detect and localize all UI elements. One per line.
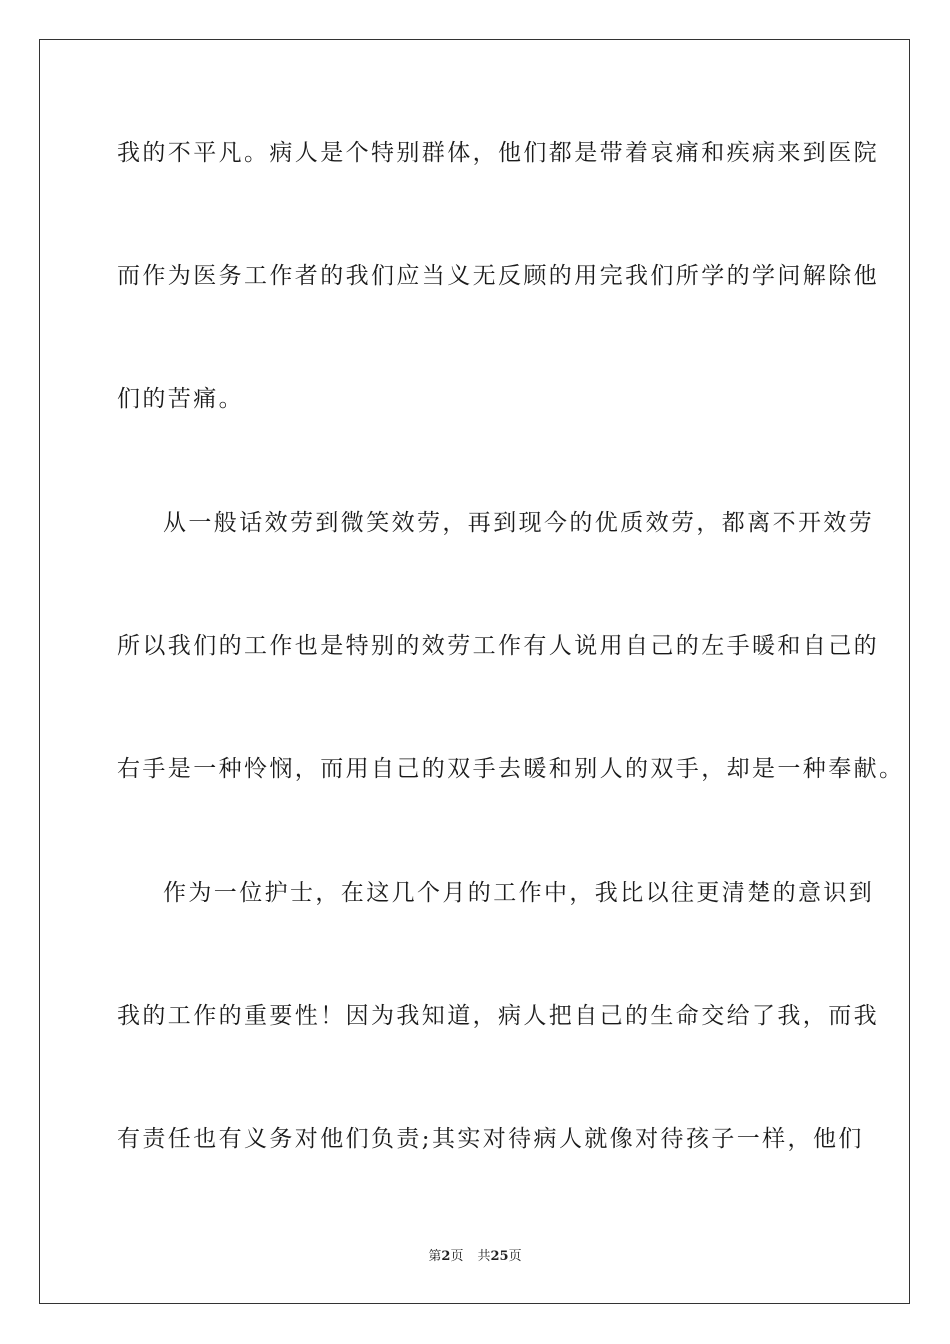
- text-line-9: 有责任也有义务对他们负责;其实对待病人就像对待孩子一样，他们: [117, 1126, 864, 1152]
- total-suffix: 页: [508, 1249, 522, 1264]
- text-line-7: 作为一位护士，在这几个月的工作中，我比以往更清楚的意识到: [163, 880, 875, 906]
- page-number: 2: [441, 1249, 451, 1264]
- text-line-2: 而作为医务工作者的我们应当义无反顾的用完我们所学的学问解除他: [117, 263, 879, 289]
- page-prefix: 第: [428, 1249, 442, 1264]
- page-border: [39, 39, 910, 1304]
- text-line-8: 我的工作的重要性！因为我知道，病人把自己的生命交给了我，而我: [117, 1003, 879, 1029]
- page-suffix: 页: [450, 1249, 464, 1264]
- text-line-3: 们的苦痛。: [117, 386, 244, 412]
- total-prefix: 共: [477, 1249, 491, 1264]
- text-line-1: 我的不平凡。病人是个特别群体，他们都是带着哀痛和疾病来到医院: [117, 140, 879, 166]
- text-line-4: 从一般话效劳到微笑效劳，再到现今的优质效劳，都离不开效劳: [163, 510, 875, 536]
- total-pages: 25: [490, 1249, 509, 1264]
- text-line-6: 右手是一种怜悯，而用自己的双手去暖和别人的双手，却是一种奉献。: [117, 756, 905, 782]
- text-line-5: 所以我们的工作也是特别的效劳工作有人说用自己的左手暖和自己的: [117, 633, 879, 659]
- page-footer: [0, 1248, 950, 1266]
